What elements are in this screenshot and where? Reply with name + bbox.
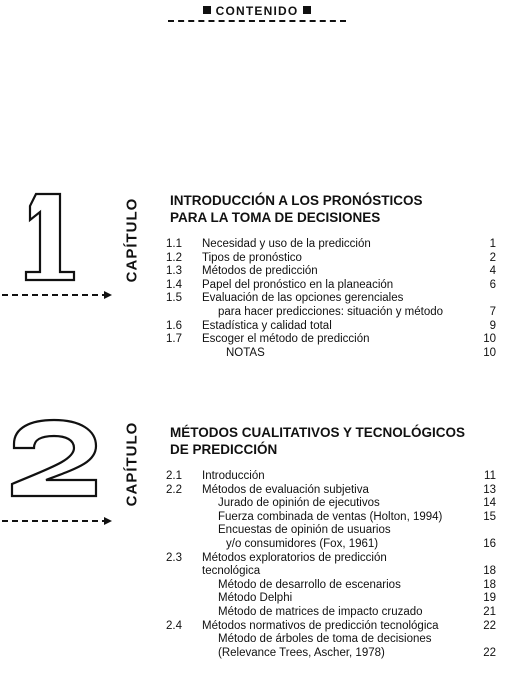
header-dashed-rule [168, 20, 346, 22]
toc-subentry: Método Delphi 19 [218, 592, 496, 605]
toc-entry: 2.3 Métodos exploratorios de predicción [166, 551, 387, 564]
toc-entry: 2.4 Métodos normativos de predicción tecnológica 22 [166, 619, 496, 632]
dashed-arrow-icon [2, 516, 112, 526]
toc-subentry: Método de árboles de toma de decisiones [218, 633, 432, 646]
square-bullet-icon [203, 6, 211, 14]
toc-subentry: Método de desarrollo de escenarios 18 [218, 578, 496, 591]
toc-entry: 2.2 Métodos de evaluación subjetiva 13 [166, 483, 496, 496]
chapter-1-vertical-label: CAPÍTULO [123, 197, 141, 283]
toc-subentry: Encuestas de opinión de usuarios [218, 524, 391, 537]
outlined-two-glyph [8, 418, 100, 498]
toc-entry: 1.4 Papel del pronóstico en la planeación 6 [166, 278, 496, 291]
toc-subentry-continuation: y/o consumidores (Fox, 1961) 16 [226, 537, 496, 550]
toc-entry: 1.6 Estadística y calidad total 9 [166, 319, 496, 332]
contents-header [168, 4, 346, 18]
toc-entry: 1.2 Tipos de pronóstico 2 [166, 251, 496, 264]
toc-entry-notes: NOTAS 10 [226, 346, 496, 359]
chapter-2-big-number [8, 418, 100, 498]
toc-entry: 1.3 Métodos de predicción 4 [166, 265, 496, 278]
toc-entry: 1.1 Necesidad y uso de la predicción 1 [166, 238, 496, 250]
toc-entry: 1.5 Evaluación de las opciones gerenciales [166, 292, 404, 305]
chapter-1-title: INTRODUCCIÓN A LOS PRONÓSTICOS PARA LA TOMA DE DECISIONES [170, 193, 423, 225]
dashed-arrow-icon [2, 290, 112, 300]
chapter-1-big-number [8, 190, 78, 282]
toc-subentry-continuation: (Relevance Trees, Ascher, 1978) 22 [218, 646, 496, 659]
chapter-1-toc [166, 238, 496, 360]
contents-title: CONTENIDO [215, 4, 299, 18]
toc-subentry: Jurado de opinión de ejecutivos 14 [218, 497, 496, 510]
square-bullet-icon [303, 6, 311, 14]
toc-entry: 2.1 Introducción 11 [166, 470, 496, 482]
toc-subentry: Método de matrices de impacto cruzado 21 [218, 605, 496, 618]
toc-entry: 1.7 Escoger el método de predicción 10 [166, 333, 496, 346]
toc-entry-continuation: para hacer predicciones: situación y método 7 [218, 305, 496, 318]
toc-entry-continuation: tecnológica 18 [202, 565, 496, 578]
chapter-2-title: MÉTODOS CUALITATIVOS Y TECNOLÓGICOS DE PREDICCIÓN [170, 425, 466, 457]
chapter-2-vertical-label: CAPÍTULO [123, 421, 141, 507]
chapter-2-toc [166, 470, 496, 660]
outlined-one-glyph [8, 190, 78, 282]
toc-subentry: Fuerza combinada de ventas (Holton, 1994) 15 [218, 510, 496, 523]
